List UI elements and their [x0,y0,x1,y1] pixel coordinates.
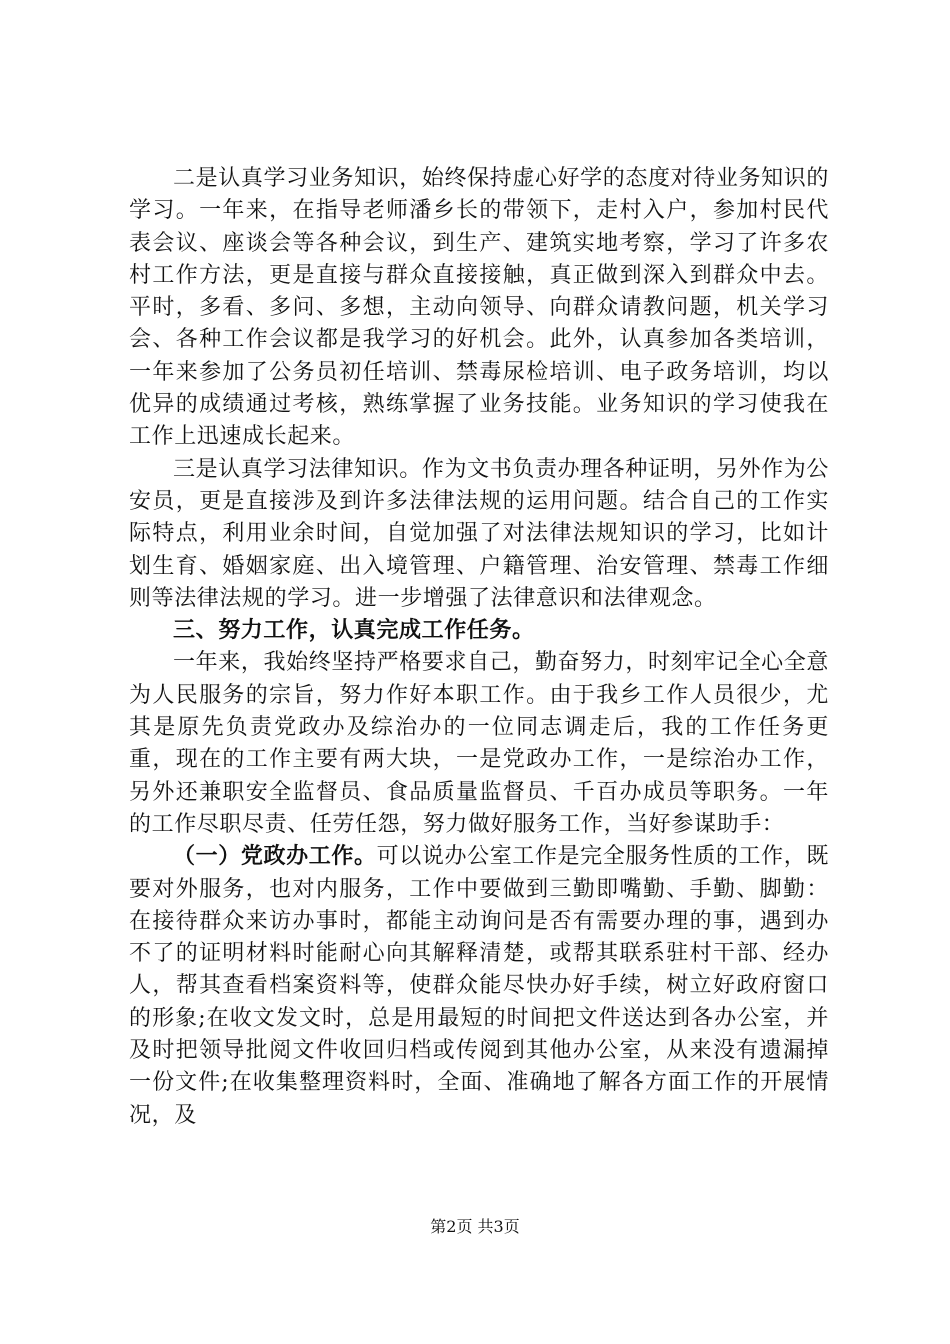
page-number-label: 第2页 共3页 [430,1217,520,1236]
page-footer [0,1214,950,1237]
paragraph-text: 一年来，我始终坚持严格要求自己，勤奋努力，时刻牢记全心全意为人民服务的宗旨，努力作好本职工作。由于我乡工作人员很少，尤其是原先负责党政办及综治办的一位同志调走后，我的工作任务更重，现在的工作主要有两大块，一是党政办工作，一是综治办工作，另外还兼职安全监督员、食品质量监督员、千百办成员等职务。一年的工作尽职尽责、任劳任怨，努力做好服务工作，当好参谋助手： [129,650,829,837]
paragraph-legal-knowledge [129,454,829,615]
paragraph-party-office-work [129,841,829,1132]
subsection-lead: （一）党政办工作。 [173,844,377,870]
paragraph-business-knowledge [129,163,829,454]
paragraph-text: 三是认真学习法律知识。作为文书负责办理各种证明，另外作为公安员，更是直接涉及到许多法律法规的运用问题。结合自己的工作实际特点，利用业余时间，自觉加强了对法律法规知识的学习，比如计划生育、婚姻家庭、出入境管理、户籍管理、治安管理、禁毒工作细则等法律法规的学习。进一步增强了法律意识和法律观念。 [129,456,829,611]
paragraph-work-overview [129,647,829,841]
section-heading: 三、努力工作，认真完成工作任务。 [173,618,535,644]
paragraph-text: 可以说办公室工作是完全服务性质的工作，既要对外服务，也对内服务，工作中要做到三勤即嘴勤、手勤、脚勤：在接待群众来访办事时，都能主动询问是否有需要办理的事，遇到办不了的证明材料时能耐心向其解释清楚，或帮其联系驻村干部、经办人，帮其查看档案资料等，使群众能尽快办好手续，树立好政府窗口的形象;在收文发文时，总是用最短的时间把文件送达到各办公室，并及时把领导批阅文件收回归档或传阅到其他办公室，从来没有遗漏掉一份文件;在收集整理资料时，全面、准确地了解各方面工作的开展情况，及 [129,844,829,1128]
document-body [129,163,829,1132]
paragraph-text: 二是认真学习业务知识，始终保持虚心好学的态度对待业务知识的学习。一年来，在指导老师潘乡长的带领下，走村入户，参加村民代表会议、座谈会等各种会议，到生产、建筑实地考察，学习了许多农村工作方法，更是直接与群众直接接触，真正做到深入到群众中去。平时，多看、多问、多想，主动向领导、向群众请教问题，机关学习会、各种工作会议都是我学习的好机会。此外，认真参加各类培训，一年来参加了公务员初任培训、禁毒尿检培训、电子政务培训，均以优异的成绩通过考核，熟练掌握了业务技能。业务知识的学习使我在工作上迅速成长起来。 [129,166,829,450]
